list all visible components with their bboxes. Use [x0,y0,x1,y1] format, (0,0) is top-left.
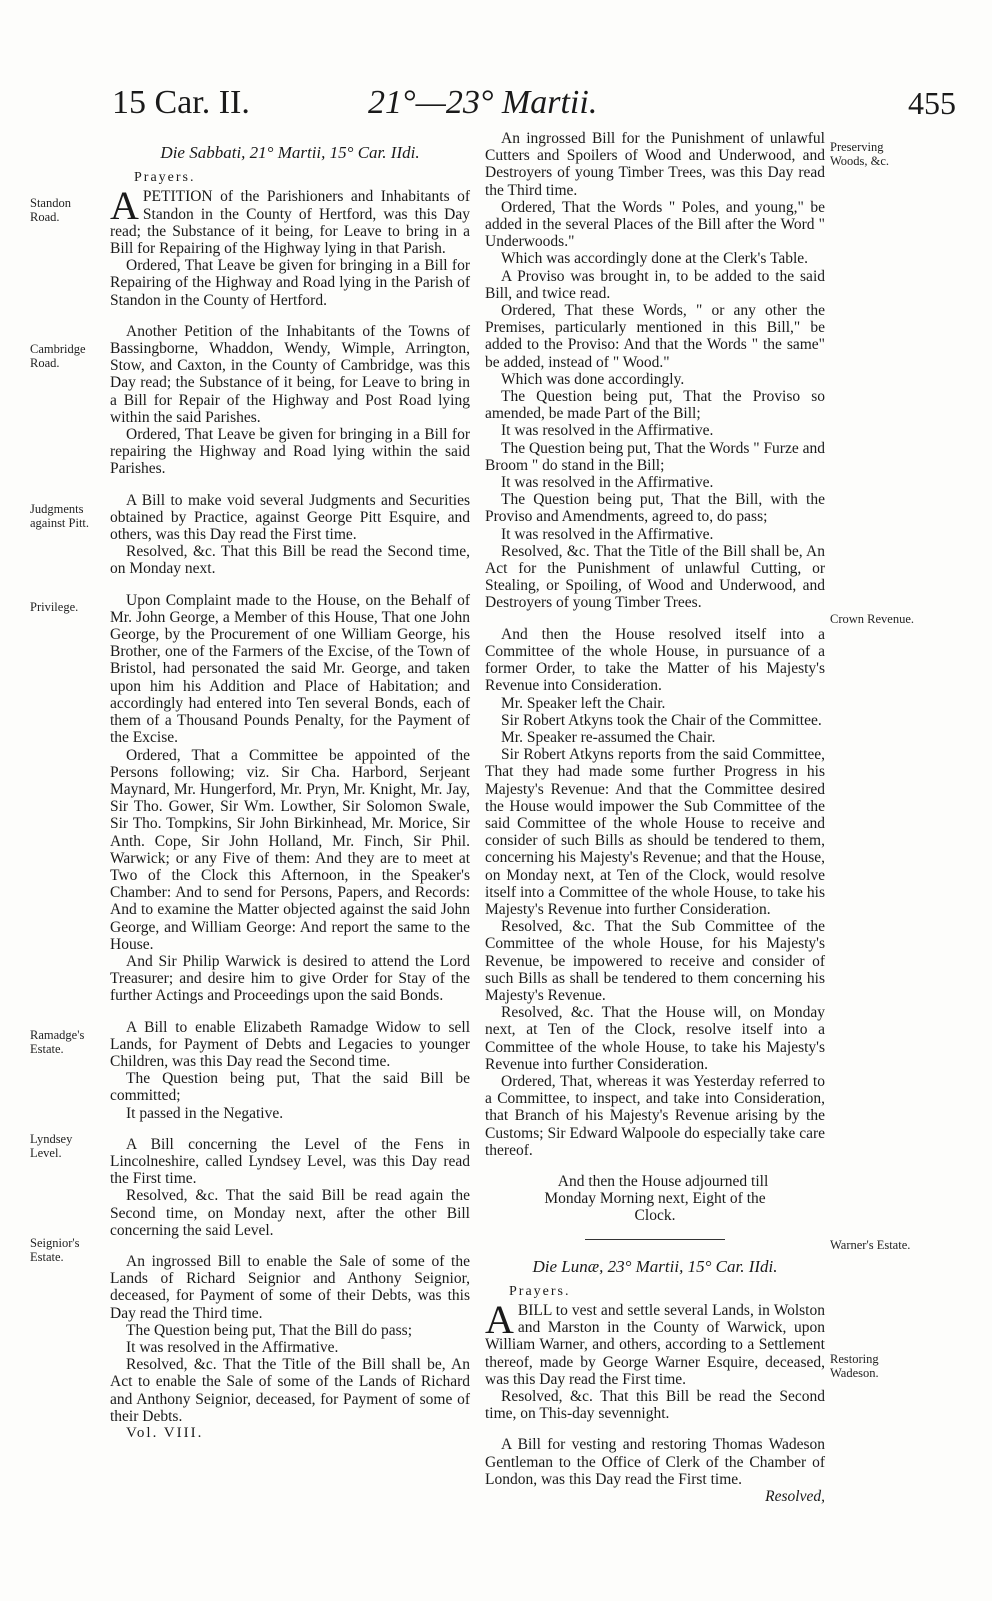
entry-text: PETITION of the Parishioners and Inhabitants of Standon in the County of Hertford, was this Day read; the Substance of it being, for Leave to bring in a Bill for Repairing of the Highway lying in that Parish. [110,188,470,258]
entry-text: The Question being put, That the Proviso so amended, be made Part of the Bill; [485,388,825,423]
running-head-dates: 21°—23° Martii. [368,84,598,121]
running-head-regnal-year: 15 Car. II. [112,84,250,121]
entry-lyndsey [110,1136,470,1239]
entry-text: BILL to vest and settle several Lands, in Wolston and Marston in the County of Warwick, upon William Warner, and others, according to a Settlement thereof, made by George Warner Esquire, deceased, was this Day read the First time. [485,1302,825,1388]
entry-text: Another Petition of the Inhabitants of the Towns of Bassingborne, Whaddon, Wendy, Wimple, Arrington, Stow, and Caxton, in the County of Cambridge, was this Day read; the Substance of it being, for Leave to bring in a Bill for Repair of the Highway and Post Road lying within the said Parishes. [110,322,470,426]
margin-note-restoring: Restoring Wadeson. [830,1352,879,1380]
prayers-heading: Prayers. [509,1283,571,1299]
day-title-monday: Die Lunæ, 23° Martii, 15° Car. IIdi. [532,1256,778,1276]
left-column [110,130,470,1442]
entry-preserving-woods [485,130,825,612]
entry-text: Ordered, That these Words, " or any other the Premises, particularly mentioned in this Bill," be added to the Proviso: And that the Words " the same" be added, instead of " Wood." [485,302,825,371]
entry-text: Sir Robert Atkyns reports from the said Committee, That they had made some further Progress in his Majesty's Revenue: And that the Committee desired the House would impower the Sub Committee of the said Committee of the whole House to receive and consider of such Bills as should be tendered to them, concerning his Majesty's Revenue; and that the House, on Monday next, at Ten of the Clock, would resolve itself into a Committee of the whole House, to take his Majesty's Revenue into further Consideration. [485,746,825,918]
entry-text: It passed in the Negative. [126,1104,284,1122]
entry-warner [485,1297,825,1423]
page-number: 455 [908,85,956,121]
margin-note-standon: Standon Road. [30,196,71,224]
entry-text: Ordered, That, whereas it was Yesterday referred to a Committee, to inspect, and take into Consideration, that Branch of his Majesty's Revenue arising by the Customs; Sir Edward Walpoole do especially take care thereof. [485,1072,825,1159]
entry-text: Ordered, That Leave be given for bringing in a Bill for Repairing of the Highway and Road lying in the Parish of Standon in the County of Hertford. [110,257,470,309]
section-divider [585,1239,725,1240]
margin-note-lyndsey: Lyndsey Level. [30,1132,73,1160]
margin-note-preserving: Preserving Woods, &c. [830,140,890,168]
day-title-saturday: Die Sabbati, 21° Martii, 15° Car. IIdi. [160,143,420,162]
entry-text: Ordered, That the Words " Poles, and young," be added in the several Places of the Bill after the Word " Underwoods." [485,198,825,251]
right-column [485,130,825,1505]
entry-text: Mr. Speaker left the Chair. [501,694,666,712]
entry-text: It was resolved in the Affirmative. [501,525,714,543]
entry-text: Mr. Speaker re-assumed the Chair. [501,728,716,746]
entry-text: Resolved, &c. That the Title of the Bill shall be, An Act to enable the Sale of some of the Lands of Richard and Anthony Seignior, deceased, for Payment of some of their Debts. [110,1356,470,1425]
entry-text: A Proviso was brought in, to be added to the said Bill, and twice read. [485,267,825,302]
margin-note-cambridge: Cambridge Road. [30,342,86,370]
entry-wadeson [485,1436,825,1505]
entry-text: Which was done accordingly. [501,370,685,388]
margin-note-privilege: Privilege. [30,600,79,614]
entry-text: Which was accordingly done at the Clerk's Table. [501,250,809,268]
entry-text: Sir Robert Atkyns took the Chair of the Committee. [501,711,822,729]
entry-text: Resolved, &c. That the Sub Committee of the Committee of the whole House, for his Majesty's Revenue, be impowered to receive and consider of such Bills as shall be tendered to them concerning his Majesty's Revenue. [485,918,825,1004]
adjournment-note: And then the House adjourned till Monday Morning next, Eight of the Clock. [544,1172,769,1225]
prayers-heading: Prayers. [134,170,196,186]
entry-text: Upon Complaint made to the House, on the Behalf of Mr. John George, a Member of this House, That one John George, by the Procurement of one William George, his Brother, one of the Farmers of the Excise, of the Town of Bristol, had personated the said Mr. George, and taken upon him his Addition and Place of Habitation; and accordingly had entered into Ten several Bonds, each of them of a Thousand Pounds Penalty, for the Payment of the Excise. [110,591,470,747]
entry-text: An ingrossed Bill to enable the Sale of some of the Lands of Richard Seignior and Anthony Seignior, deceased, for Payment of some of their Debts, was this Day read the Third time. [110,1252,470,1322]
margin-note-seignior: Seignior's Estate. [30,1236,80,1264]
entry-text: A Bill to make void several Judgments and Securities obtained by Practice, against George Pitt Esquire, and others, was this Day read the First time. [110,491,470,544]
entry-text: The Question being put, That the Words " Furze and Broom " do stand in the Bill; [485,439,825,474]
entry-text: A Bill for vesting and restoring Thomas Wadeson Gentleman to the Office of Clerk of the Chamber of London, was this Day read the First time. [485,1436,825,1488]
entry-seignior [110,1253,470,1442]
entry-text: Resolved, &c. That the Title of the Bill shall be, An Act for the Punishment of unlawful Cutting, or Stealing, or Spoiling, of Wood and Underwood, and Destroyers of young Timber Trees. [485,542,825,612]
entry-text: The Question being put, That the Bill do pass; [126,1321,413,1339]
entry-text: It was resolved in the Affirmative. [126,1339,339,1356]
margin-note-crown: Crown Revenue. [830,612,915,626]
entry-text: A Bill concerning the Level of the Fens in Lincolneshire, called Lyndsey Level, was this Day read the First time. [110,1135,470,1188]
entry-text: Resolved, &c. That the said Bill be read again the Second time, on Monday next, after the other Bill concerning the said Level. [110,1187,470,1239]
entry-text: Resolved, &c. That the House will, on Monday next, at Ten of the Clock, resolve itself into a Committee of the whole House, to take his Majesty's Revenue into further Consideration. [485,1004,825,1073]
entry-text: Ordered, That Leave be given for bringing in a Bill for repairing the Highway and Road lying within the said Parishes. [110,426,470,478]
entry-cambridge [110,323,470,478]
entry-text: An ingrossed Bill for the Punishment of unlawful Cutters and Spoilers of Wood and Underwood, and Destroyers of young Timber Trees, was this Day read the Third time. [485,130,825,199]
entry-text: And Sir Philip Warwick is desired to attend the Lord Treasurer; and desire him to give Order for Stay of the further Actings and Proceedings upon the said Bonds. [110,952,470,1005]
drop-capital: A [110,183,139,229]
entry-privilege [110,592,470,1005]
margin-note-judgments: Judgments against Pitt. [30,502,90,530]
entry-text: The Question being put, That the said Bill be committed; [110,1070,470,1105]
entry-judgments [110,492,470,578]
entry-text: It was resolved in the Affirmative. [501,422,714,440]
margin-note-ramadge: Ramadge's Estate. [30,1028,85,1056]
entry-crown-revenue [485,626,825,1159]
entry-text: Resolved, &c. That this Bill be read the Second time, on This-day sevennight. [485,1388,825,1423]
drop-capital: A [485,1297,514,1342]
entry-ramadge [110,1019,470,1122]
margin-note-warner: Warner's Estate. [830,1238,911,1252]
entry-text: A Bill to enable Elizabeth Ramadge Widow to sell Lands, for Payment of Debts and Legacies to younger Children, was this Day read the Second time. [110,1018,470,1070]
volume-signature: Vol. VIII. [126,1425,204,1442]
entry-text: The Question being put, That the Bill, with the Proviso and Amendments, agreed to, do pass; [485,491,825,526]
entry-text: Resolved, &c. That this Bill be read the Second time, on Monday next. [110,543,470,578]
entry-standon [110,183,470,309]
catchword: Resolved, [765,1488,825,1506]
entry-text: And then the House resolved itself into a Committee of the whole House, in pursuance of a former Order, to take the Matter of his Majesty's Revenue into Consideration. [485,625,825,695]
entry-text: Ordered, That a Committee be appointed of the Persons following; viz. Sir Cha. Harbord, Serjeant Maynard, Mr. Hungerford, Mr. Pryn, Mr. Knight, Mr. Jay, Sir Tho. Gower, Sir Wm. Lowther, Sir Solomon Swale, Sir Tho. Tompkins, Sir John Birkinhead, Mr. Morice, Sir Anth. Cope, Sir John Holland, Mr. Finch, Sir Phil. Warwick; or any Five of them: And they are to meet at Two of the Clock this Afternoon, in the Speaker's Chamber: And to send for Persons, Papers, and Records: And to examine the Matter objected against the said John George, and William George: And report the same to the House. [110,746,470,953]
entry-text: It was resolved in the Affirmative. [501,474,714,492]
